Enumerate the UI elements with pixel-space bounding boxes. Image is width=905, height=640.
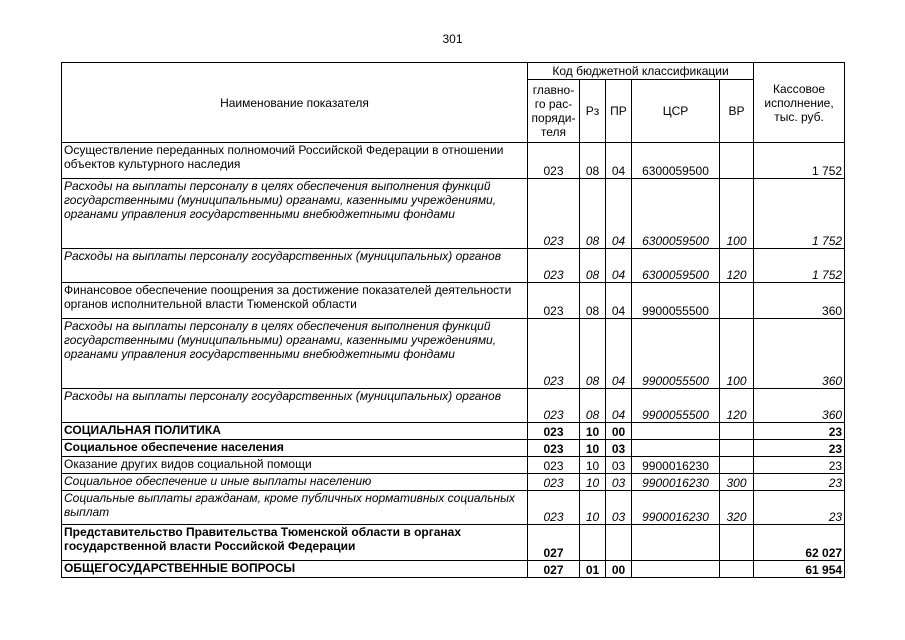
cell-vr [720,423,754,440]
cell-pr: 04 [606,389,632,423]
cell-glav: 023 [528,389,580,423]
row-name: Оказание других видов социальной помощи [62,457,528,474]
table-row [62,423,845,440]
table-row [62,389,845,423]
cell-rz: 10 [580,491,606,525]
cell-rz: 10 [580,423,606,440]
header-code-group: Код бюджетной классификации [528,63,754,80]
cell-csr: 6300059500 [632,179,720,249]
row-name: Расходы на выплаты персоналу в целях обеспечения выполнения функций государственными (муниципальными) органами, казенными учреждениями, органами управления государственными внебюджетными фондами [62,179,528,249]
cell-rz: 01 [580,561,606,578]
cell-pr: 04 [606,179,632,249]
table-row [62,319,845,389]
cell-rz: 08 [580,249,606,283]
cell-pr: 04 [606,143,632,179]
cell-pr: 00 [606,561,632,578]
cell-csr [632,440,720,457]
cell-sum: 1 752 [754,249,845,283]
cell-vr [720,440,754,457]
cell-glav: 023 [528,440,580,457]
cell-glav: 023 [528,249,580,283]
cell-glav: 023 [528,423,580,440]
row-name: Расходы на выплаты персоналу в целях обеспечения выполнения функций государственными (муниципальными) органами, казенными учреждениями, органами управления государственными внебюджетными фондами [62,319,528,389]
table-row [62,561,845,578]
cell-csr: 9900016230 [632,474,720,491]
cell-pr: 03 [606,474,632,491]
cell-rz: 10 [580,440,606,457]
cell-glav: 023 [528,143,580,179]
table-body [62,143,845,578]
cell-rz: 08 [580,319,606,389]
cell-rz [580,525,606,561]
cell-rz: 08 [580,179,606,249]
cell-pr: 04 [606,249,632,283]
row-name: Социальные выплаты гражданам, кроме публичных нормативных социальных выплат [62,491,528,525]
cell-vr [720,525,754,561]
cell-csr: 9900055500 [632,283,720,319]
cell-glav: 023 [528,457,580,474]
cell-csr: 6300059500 [632,249,720,283]
cell-csr: 6300059500 [632,143,720,179]
cell-pr: 03 [606,440,632,457]
cell-rz: 10 [580,457,606,474]
row-name: Финансовое обеспечение поощрения за достижение показателей деятельности органов исполнительной власти Тюменской области [62,283,528,319]
cell-sum: 23 [754,457,845,474]
cell-sum: 1 752 [754,179,845,249]
cell-glav: 023 [528,491,580,525]
cell-csr [632,525,720,561]
header-rz: Рз [580,80,606,143]
cell-glav: 027 [528,561,580,578]
header-vr: ВР [720,80,754,143]
cell-sum: 62 027 [754,525,845,561]
cell-rz: 08 [580,389,606,423]
header-pr: ПР [606,80,632,143]
cell-rz: 08 [580,143,606,179]
cell-pr: 03 [606,457,632,474]
cell-pr: 04 [606,283,632,319]
table-row [62,143,845,179]
row-name: Расходы на выплаты персоналу государственных (муниципальных) органов [62,249,528,283]
header-csr: ЦСР [632,80,720,143]
cell-vr [720,457,754,474]
cell-vr: 100 [720,179,754,249]
page-number: 301 [442,32,463,46]
row-name: Социальное обеспечение населения [62,440,528,457]
cell-csr: 9900055500 [632,319,720,389]
cell-pr: 04 [606,319,632,389]
cell-glav: 023 [528,474,580,491]
row-name: СОЦИАЛЬНАЯ ПОЛИТИКА [62,423,528,440]
table-row [62,491,845,525]
row-name: Представительство Правительства Тюменской области в органах государственной власти Российской Федерации [62,525,528,561]
table-row [62,474,845,491]
row-name: Социальное обеспечение и иные выплаты населению [62,474,528,491]
header-glav: главно- го рас- поряди- теля [528,80,580,143]
cell-glav: 023 [528,283,580,319]
cell-sum: 360 [754,389,845,423]
cell-vr: 320 [720,491,754,525]
cell-csr: 9900016230 [632,457,720,474]
table-row [62,440,845,457]
header-name: Наименование показателя [62,63,528,143]
cell-vr [720,143,754,179]
header-sum: Кассовое исполнение, тыс. руб. [754,63,845,143]
cell-csr [632,423,720,440]
row-name: ОБЩЕГОСУДАРСТВЕННЫЕ ВОПРОСЫ [62,561,528,578]
cell-sum: 23 [754,440,845,457]
cell-csr [632,561,720,578]
cell-pr: 00 [606,423,632,440]
cell-vr [720,283,754,319]
table-row [62,283,845,319]
cell-rz: 08 [580,283,606,319]
cell-sum: 360 [754,319,845,389]
cell-vr: 120 [720,249,754,283]
cell-sum: 23 [754,491,845,525]
cell-csr: 9900016230 [632,491,720,525]
row-name: Осуществление переданных полномочий Российской Федерации в отношении объектов культурного наследия [62,143,528,179]
cell-sum: 23 [754,423,845,440]
table-row [62,249,845,283]
cell-sum: 1 752 [754,143,845,179]
cell-sum: 61 954 [754,561,845,578]
cell-vr [720,561,754,578]
cell-glav: 023 [528,179,580,249]
budget-table [61,62,845,578]
cell-pr [606,525,632,561]
cell-csr: 9900055500 [632,389,720,423]
cell-sum: 23 [754,474,845,491]
cell-glav: 027 [528,525,580,561]
cell-vr: 100 [720,319,754,389]
table-row [62,179,845,249]
cell-glav: 023 [528,319,580,389]
row-name: Расходы на выплаты персоналу государственных (муниципальных) органов [62,389,528,423]
table-row [62,525,845,561]
table-row [62,457,845,474]
cell-vr: 300 [720,474,754,491]
cell-sum: 360 [754,283,845,319]
cell-vr: 120 [720,389,754,423]
cell-pr: 03 [606,491,632,525]
cell-rz: 10 [580,474,606,491]
